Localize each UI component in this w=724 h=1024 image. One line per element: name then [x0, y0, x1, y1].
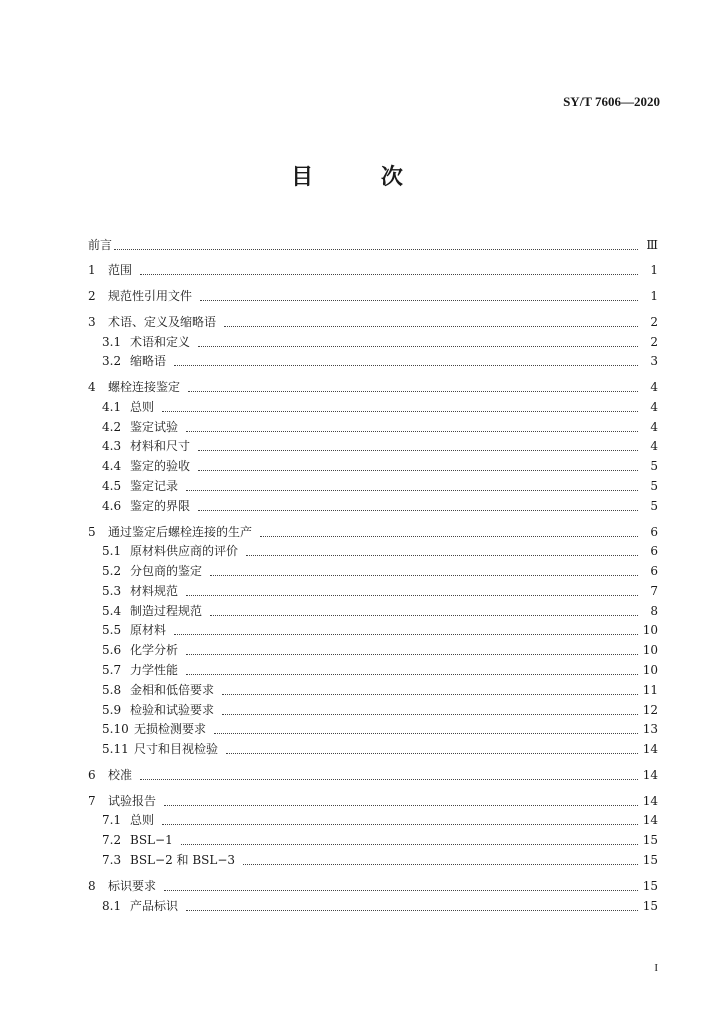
toc-entry[interactable]	[86, 809, 658, 829]
toc-entry-number: 5.3	[102, 583, 122, 598]
toc-entry-number: 3.2	[102, 354, 122, 369]
toc-entry[interactable]	[86, 494, 658, 514]
toc-entry[interactable]	[86, 894, 658, 914]
toc-entry-number: 5.9	[102, 702, 122, 717]
toc-entry[interactable]	[86, 278, 658, 304]
dot-leader	[210, 574, 638, 576]
toc-entry[interactable]	[86, 350, 658, 370]
toc-entry-page: 5	[650, 479, 658, 494]
toc-entry[interactable]	[86, 304, 658, 330]
toc-entry-number: 7.3	[102, 853, 122, 868]
dot-leader	[174, 364, 638, 366]
toc-entry-label: 化学分析	[130, 643, 179, 658]
toc-entry-number: 5.6	[102, 643, 122, 658]
toc-entry-label: 金相和低倍要求	[130, 682, 215, 697]
dot-leader	[222, 713, 638, 715]
toc-entry-number: 5.11	[102, 742, 129, 757]
toc-entry-page: 15	[642, 898, 658, 913]
toc-entry-label: 制造过程规范	[130, 603, 203, 618]
toc-entry-number: 8.1	[102, 898, 122, 913]
dot-leader	[246, 554, 638, 556]
toc-entry-page: 15	[642, 833, 658, 848]
toc-entry-label: 试验报告	[108, 793, 157, 808]
toc-entry-label: 无损检测要求	[134, 722, 207, 737]
toc-entry-page: 4	[650, 419, 658, 434]
dot-leader	[162, 410, 638, 412]
toc-entry[interactable]	[86, 395, 658, 415]
toc-entry-page: 1	[650, 289, 658, 304]
toc-entry-label: 通过鉴定后螺栓连接的生产	[108, 524, 253, 539]
dot-leader	[186, 653, 638, 655]
toc-entry-page: 15	[642, 878, 658, 893]
toc-entry[interactable]	[86, 638, 658, 658]
dot-leader	[174, 633, 638, 635]
toc-entry-number: 4.5	[102, 479, 122, 494]
toc-entry[interactable]	[86, 253, 658, 279]
toc-entry[interactable]	[86, 369, 658, 395]
toc-entry[interactable]	[86, 415, 658, 435]
toc-entry-number: 1	[88, 263, 96, 278]
toc-entry-page: 4	[650, 399, 658, 414]
toc-entry-label: 力学性能	[130, 663, 179, 678]
toc-entry-number: 2	[88, 289, 96, 304]
toc-entry[interactable]	[86, 828, 658, 848]
toc-entry-page: 6	[650, 544, 658, 559]
dot-leader	[186, 430, 638, 432]
toc-entry-number: 5.7	[102, 663, 122, 678]
toc-entry-number: 4.1	[102, 399, 122, 414]
dot-leader	[181, 843, 638, 845]
toc-entry-label: 缩略语	[130, 354, 167, 369]
toc-entry[interactable]	[86, 330, 658, 350]
toc-entry[interactable]	[86, 227, 658, 253]
dot-leader	[210, 614, 638, 616]
toc-entry-page: 4	[650, 439, 658, 454]
dot-leader	[140, 273, 638, 275]
toc-entry-label: 校准	[108, 767, 133, 782]
toc-entry-label: 标识要求	[108, 878, 157, 893]
dot-leader	[226, 752, 638, 754]
toc-entry-number: 5.4	[102, 603, 122, 618]
toc-entry-number: 5.2	[102, 564, 122, 579]
toc-entry-label: 术语、定义及缩略语	[108, 314, 217, 329]
toc-entry-number: 4.6	[102, 498, 122, 513]
toc-entry[interactable]	[86, 474, 658, 494]
toc-entry-page: 10	[642, 623, 658, 638]
toc-entry-number: 4.2	[102, 419, 122, 434]
toc-entry-page: 1	[650, 263, 658, 278]
dot-leader	[114, 248, 638, 250]
dot-leader	[186, 489, 638, 491]
page-number: I	[654, 962, 658, 974]
toc-entry-number: 7.2	[102, 833, 122, 848]
dot-leader	[224, 325, 638, 327]
dot-leader	[198, 509, 638, 511]
toc-entry-number: 7	[88, 793, 96, 808]
dot-leader	[198, 449, 638, 451]
page-title: 目 次	[291, 164, 433, 190]
toc-entry[interactable]	[86, 848, 658, 868]
toc-entry-page: 6	[650, 564, 658, 579]
toc-entry-number: 5.10	[102, 722, 129, 737]
toc-entry-label: 鉴定的界限	[130, 498, 191, 513]
toc-entry[interactable]	[86, 678, 658, 698]
dot-leader	[198, 469, 638, 471]
dot-leader	[200, 299, 638, 301]
toc-entry-label: 产品标识	[130, 898, 179, 913]
toc-entry-label: 鉴定试验	[130, 419, 179, 434]
toc-entry[interactable]	[86, 514, 658, 540]
toc-entry[interactable]	[86, 718, 658, 738]
toc-entry[interactable]	[86, 698, 658, 718]
toc-entry-label: 术语和定义	[130, 334, 191, 349]
dot-leader	[186, 673, 638, 675]
toc-entry-label: 前言	[88, 237, 113, 252]
toc-entry-label: 总则	[130, 399, 155, 414]
toc-entry[interactable]	[86, 868, 658, 894]
toc-entry-label: 材料和尺寸	[130, 439, 191, 454]
toc-entry-label: 鉴定记录	[130, 479, 179, 494]
dot-leader	[186, 594, 638, 596]
dot-leader	[222, 693, 638, 695]
toc-entry-number: 5.8	[102, 682, 122, 697]
toc-entry-number: 5.5	[102, 623, 122, 638]
toc-entry-page: 10	[642, 663, 658, 678]
toc-entry-page: 14	[642, 813, 658, 828]
toc-entry-label: 鉴定的验收	[130, 459, 191, 474]
toc-entry-page: Ⅲ	[646, 237, 658, 252]
toc-entry-label: 尺寸和目视检验	[134, 742, 219, 757]
toc-entry-page: 5	[650, 498, 658, 513]
toc-entry-page: 14	[642, 767, 658, 782]
toc-entry-page: 15	[642, 853, 658, 868]
dot-leader	[243, 863, 638, 865]
toc-entry[interactable]	[86, 757, 658, 783]
toc-entry[interactable]	[86, 540, 658, 560]
toc-entry-label: 材料规范	[130, 583, 179, 598]
toc-entry-page: 3	[650, 354, 658, 369]
toc-entry-number: 6	[88, 767, 96, 782]
toc-entry-label: BSL−1	[130, 833, 173, 848]
toc-entry-label: BSL−2 和 BSL−3	[130, 853, 236, 868]
dot-leader	[162, 823, 638, 825]
toc-entry-number: 7.1	[102, 813, 122, 828]
dot-leader	[140, 778, 638, 780]
toc-entry-number: 5	[88, 524, 96, 539]
toc-entry[interactable]	[86, 454, 658, 474]
toc-entry-page: 12	[642, 702, 658, 717]
dot-leader	[260, 535, 638, 537]
toc-entry-label: 总则	[130, 813, 155, 828]
toc-entry-label: 原材料供应商的评价	[130, 544, 239, 559]
toc-entry-number: 4.3	[102, 439, 122, 454]
toc-entry[interactable]	[86, 737, 658, 757]
dot-leader	[214, 732, 638, 734]
dot-leader	[186, 909, 638, 911]
toc-entry-label: 螺栓连接鉴定	[108, 380, 181, 395]
toc-entry-number: 4	[88, 380, 96, 395]
toc-entry[interactable]	[86, 599, 658, 619]
toc-entry-number: 3	[88, 314, 96, 329]
toc-entry-number: 5.1	[102, 544, 122, 559]
toc-entry-label: 范围	[108, 263, 133, 278]
toc-entry[interactable]	[86, 783, 658, 809]
toc-entry-label: 原材料	[130, 623, 167, 638]
toc-entry-label: 检验和试验要求	[130, 702, 215, 717]
toc-entry-page: 2	[650, 334, 658, 349]
toc-entry-page: 4	[650, 380, 658, 395]
dot-leader	[164, 804, 638, 806]
toc-entry-page: 10	[642, 643, 658, 658]
toc-entry-page: 11	[642, 682, 658, 697]
toc-entry-page: 7	[650, 583, 658, 598]
toc-entry[interactable]	[86, 559, 658, 579]
toc-entry-number: 8	[88, 878, 96, 893]
toc-entry[interactable]	[86, 579, 658, 599]
toc-entry-page: 5	[650, 459, 658, 474]
toc-entry-page: 6	[650, 524, 658, 539]
toc-entry[interactable]	[86, 619, 658, 639]
dot-leader	[188, 390, 638, 392]
toc-entry-page: 14	[642, 742, 658, 757]
toc-entry-page: 13	[642, 722, 658, 737]
dot-leader	[198, 345, 638, 347]
dot-leader	[164, 889, 638, 891]
standard-code: SY/T 7606—2020	[563, 94, 660, 109]
toc-entry-number: 3.1	[102, 334, 122, 349]
toc-entry-page: 2	[650, 314, 658, 329]
toc-entry-label: 规范性引用文件	[108, 289, 193, 304]
toc-entry-label: 分包商的鉴定	[130, 564, 203, 579]
toc-entry-number: 4.4	[102, 459, 122, 474]
table-of-contents	[86, 227, 658, 914]
toc-entry[interactable]	[86, 435, 658, 455]
toc-entry[interactable]	[86, 658, 658, 678]
toc-entry-page: 14	[642, 793, 658, 808]
toc-entry-page: 8	[650, 603, 658, 618]
